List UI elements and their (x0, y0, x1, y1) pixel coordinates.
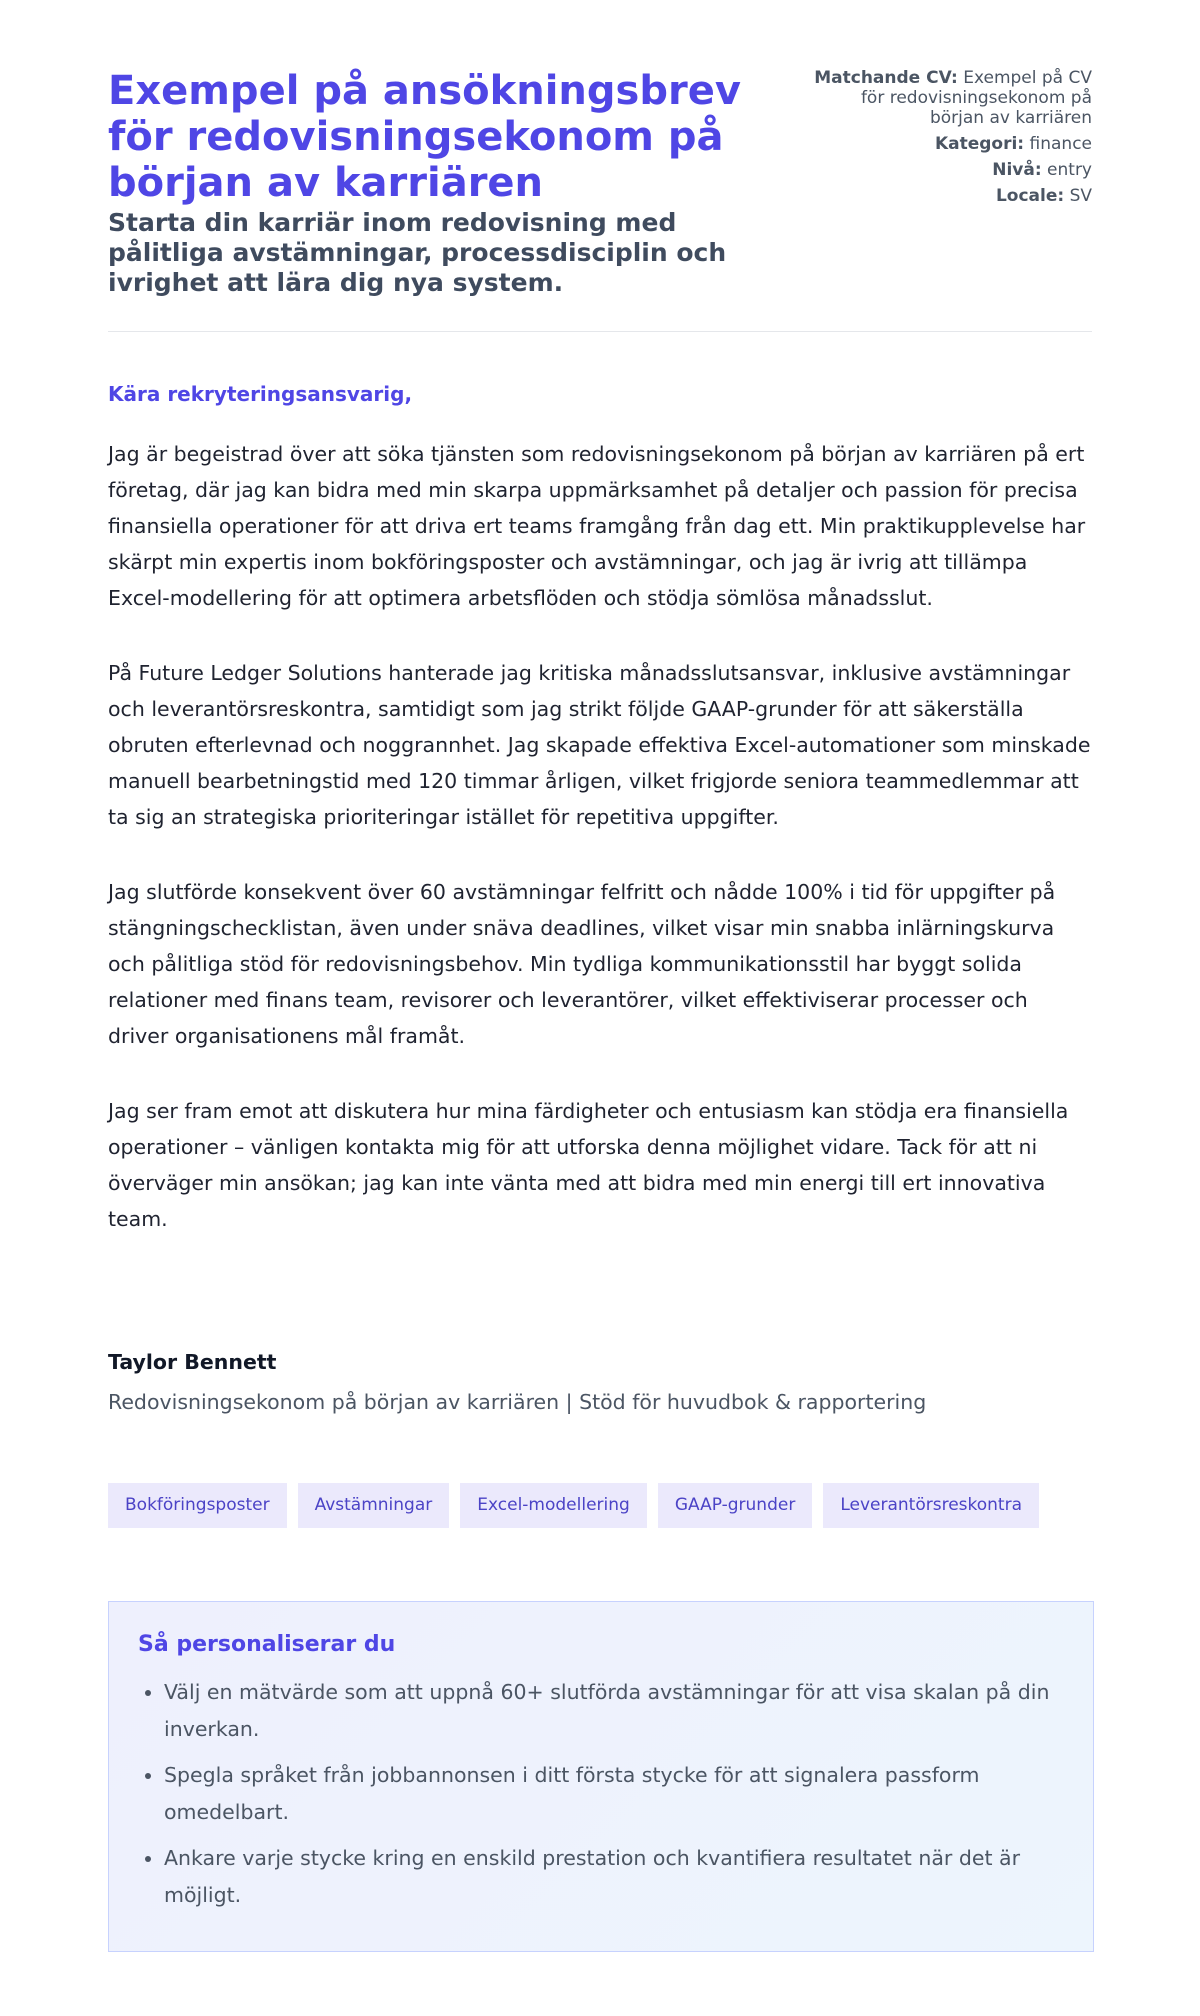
meta-level (802, 160, 1092, 180)
letter-paragraph: Jag slutförde konsekvent över 60 avstämningar felfritt och nådde 100% i tid för uppgifter på stängningschecklistan, även under snäva deadlines, vilket visar min snabba inlärningskurva och pålitliga stöd för redovisningsbehov. Min tydliga kommunikationsstil har byggt solida relationer med finans team, revisorer och leverantörer, vilket effektiviserar processer och driver organisationens mål framåt. (108, 880, 1056, 1048)
tip-item: • Välj en mätvärde som att uppnå 60+ slutförda avstämningar för att visa skalan på din inverkan. (164, 1674, 1064, 1748)
tip-item: • Ankare varje stycke kring en enskild prestation och kvantifiera resultatet när det är möjligt. (164, 1840, 1064, 1914)
skill-tag: Avstämningar (298, 1483, 450, 1528)
letter-signature (108, 1348, 1092, 1416)
skill-tag: Leverantörsreskontra (823, 1483, 1039, 1528)
header-divider (108, 331, 1092, 332)
meta-matching-cv (802, 68, 1092, 128)
meta-locale-label: Locale: (995, 186, 1065, 206)
meta-cv-label: Matchande CV: (814, 68, 958, 88)
page-subtitle: Starta din karriär inom redovisning med pålitliga avstämningar, processdisciplin och ivrighet att lära dig nya system. (108, 208, 727, 297)
signature-name: Taylor Bennett (108, 1350, 277, 1374)
letter-paragraph: På Future Ledger Solutions hanterade jag kritiska månadsslutsansvar, inklusive avstämningar och leverantörsreskontra, samtidigt som jag strikt följde GAAP-grunder för att säkerställa obruten efterlevnad och noggrannhet. Jag skapade effektiva Excel-automationer som minskade manuell bearbetningstid med 120 timmar årligen, vilket frigjorde seniora teammedlemmar att ta sig an strategiska prioriteringar istället för repetitiva uppgifter. (108, 661, 1091, 829)
skill-tags (108, 1483, 1039, 1528)
letter-paragraph: Jag ser fram emot att diskutera hur mina färdigheter och entusiasm kan stödja era finansiella operationer – vänligen kontakta mig för att utforska denna möjlighet vidare. Tack för att ni överväger min ansökan; jag kan inte vänta med att bidra med min energi till ert innovativa team. (108, 1099, 1069, 1231)
letter-body (108, 436, 1092, 1276)
meta-level-label: Nivå: (992, 160, 1042, 180)
personalization-tips (108, 1601, 1094, 1952)
tips-title: Så personaliserar du (138, 1632, 396, 1657)
meta-locale (802, 186, 1092, 206)
tip-item: • Spegla språket från jobbannonsen i ditt första stycke för att signalera passform omedelbart. (164, 1757, 1064, 1831)
meta-locale-value: SV (1069, 186, 1092, 206)
meta-category (802, 134, 1092, 154)
meta-cv-value: Exempel på CV för redovisningsekonom på början av karriären (860, 68, 1092, 128)
skill-tag: GAAP-grunder (658, 1483, 813, 1528)
letter-paragraph: Jag är begeistrad över att söka tjänsten som redovisningsekonom på början av karriären på ert företag, där jag kan bidra med min skarpa uppmärksamhet på detaljer och passion för precisa finansiella operationer för att driva ert teams framgång från dag ett. Min praktikupplevelse har skärpt min expertis inom bokföringsposter och avstämningar, och jag är ivrig att tillämpa Excel-modellering för att optimera arbetsflöden och stödja sömlösa månadsslut. (108, 442, 1086, 610)
meta-category-value: finance (1029, 134, 1092, 154)
meta-category-label: Kategori: (934, 134, 1025, 154)
page-title: Exempel på ansökningsbrev för redovisningsekonom på början av karriären (108, 68, 741, 206)
skill-tag: Excel-modellering (460, 1483, 647, 1528)
meta-level-value: entry (1047, 160, 1092, 180)
signature-role: Redovisningsekonom på början av karriären | Stöd för huvudbok & rapportering (108, 1390, 927, 1414)
tips-list (138, 1674, 1064, 1914)
meta-panel (802, 68, 1092, 206)
letter-salutation: Kära rekryteringsansvarig, (108, 382, 413, 406)
page-header (108, 68, 1092, 298)
skill-tag: Bokföringsposter (108, 1483, 287, 1528)
